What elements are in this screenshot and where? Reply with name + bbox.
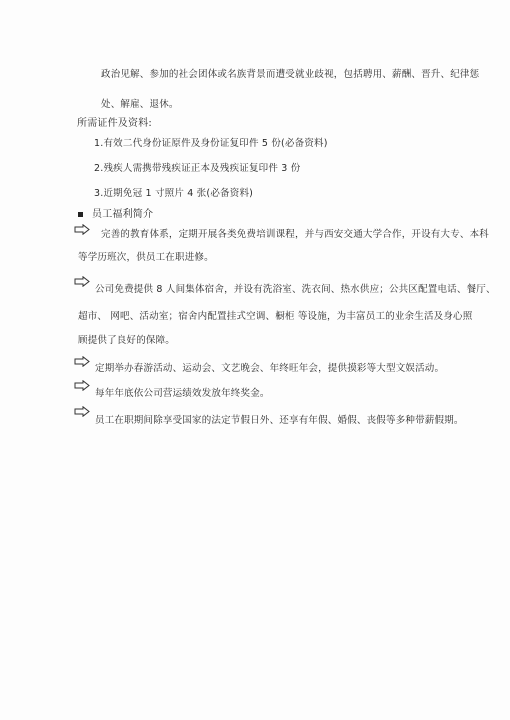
documents-heading: 所需证件及资料: [77, 118, 152, 129]
intro-line-1: 政治见解、参加的社会团体或名族背景而遭受就业歧视，包括聘用、薪酬、晋升、纪律惩 [101, 69, 480, 80]
hollow-right-arrow-icon [74, 380, 90, 391]
welfare-p1-line-1: 完善的教育体系，定期开展各类免费培训课程，并与西安交通大学合作，开设有大专、本科 [101, 229, 490, 240]
hollow-right-arrow-icon [74, 406, 90, 417]
documents-item-3: 3.近期免冠 1 寸照片 4 张(必备资料) [94, 188, 254, 199]
documents-item-2: 2.残疾人需携带残疾证正本及残疾证复印件 3 份 [94, 163, 301, 174]
intro-line-2: 处、解雇、退休。 [101, 99, 179, 110]
hollow-right-arrow-icon [74, 356, 90, 367]
welfare-p4: 每年年底依公司营运绩效发放年终奖金。 [95, 388, 270, 399]
welfare-p2-line-3: 顾提供了良好的保障。 [78, 335, 176, 346]
documents-item-1: 1.有效二代身份证原件及身份证复印件 5 份(必备资料) [94, 138, 328, 149]
welfare-p1-line-2: 等学历班次，供员工在职进修。 [78, 252, 214, 263]
welfare-p2-line-1: 公司免费提供 8 人间集体宿舍，并设有洗浴室、洗衣间、热水供应；公共区配置电话、餐厅、 [95, 284, 496, 295]
welfare-p5: 员工在职期间除享受国家的法定节假日外、还享有年假、婚假、丧假等多种带薪假期。 [95, 415, 464, 426]
hollow-right-arrow-icon [74, 276, 90, 287]
welfare-p3: 定期举办春游活动、运动会、文艺晚会、年终旺年会，提供摸彩等大型文娱活动。 [95, 363, 445, 374]
welfare-p2-line-2: 超市、 网吧、活动室；宿舍内配置挂式空调、橱柜 等设施，为丰富员工的业余生活及身心照 [78, 311, 473, 322]
hollow-right-arrow-icon [74, 224, 90, 235]
square-bullet-icon [78, 212, 83, 217]
welfare-heading: 员工福利简介 [92, 209, 154, 220]
